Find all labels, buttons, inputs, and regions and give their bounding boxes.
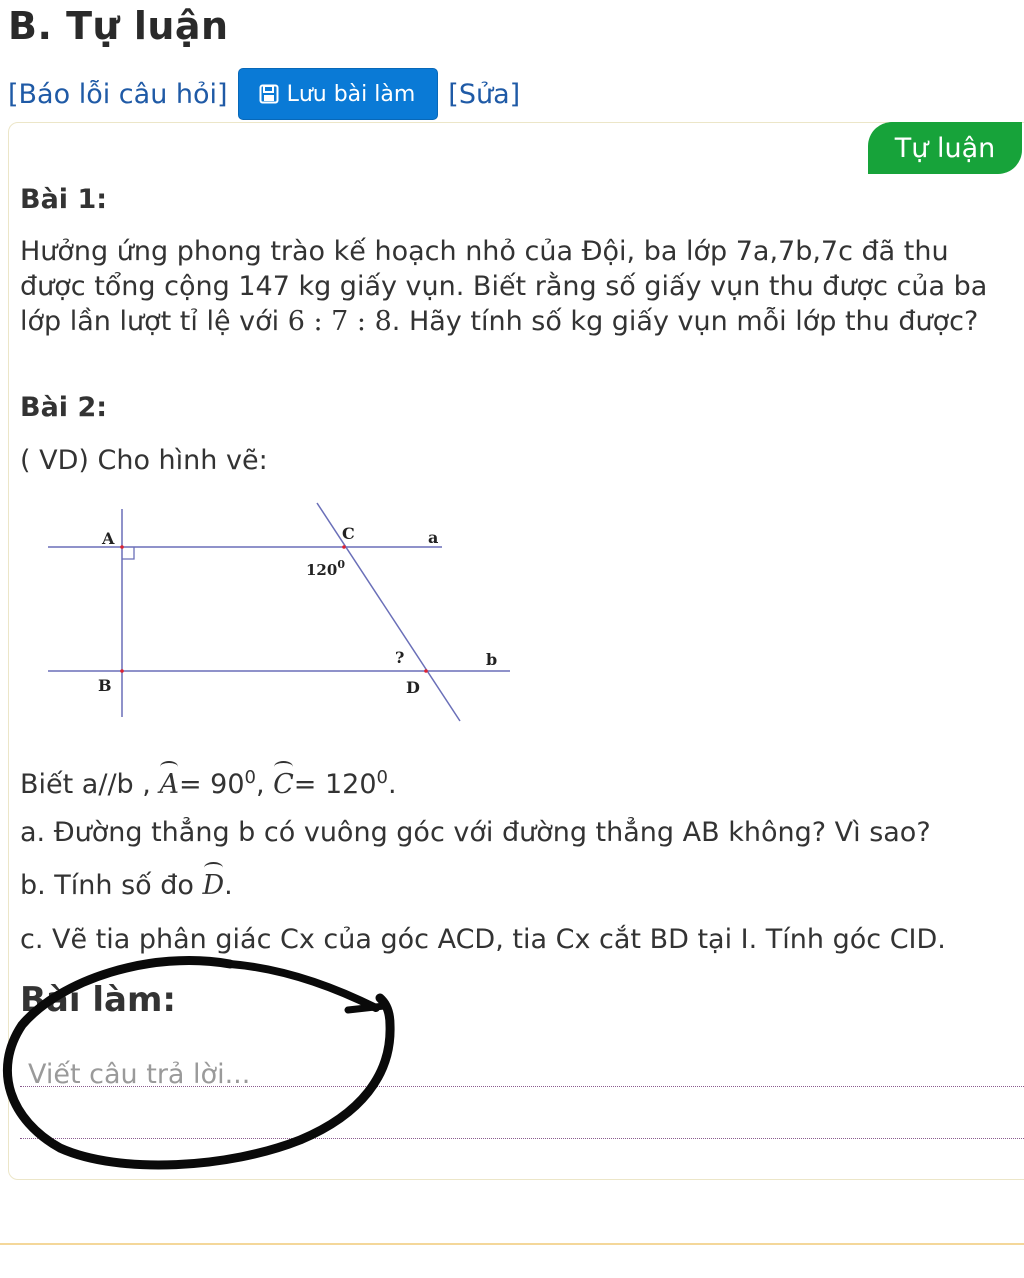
dotted-divider: [20, 1138, 1024, 1139]
angle-c-symbol: C: [273, 769, 294, 800]
dotted-divider: [20, 1086, 1024, 1087]
part-b-end: .: [224, 870, 233, 901]
question-1-text-part: . Hãy tính số kg giấy vụn mỗi lớp thu được?: [391, 306, 979, 337]
degree-sup: 0: [244, 767, 256, 788]
question-2-intro: ( VD) Cho hình vẽ:: [20, 445, 268, 476]
label-line-a: a: [428, 528, 439, 547]
bottom-divider: [0, 1243, 1024, 1245]
answer-area: [20, 1040, 1024, 1150]
angle-c-value: = 120: [293, 769, 377, 800]
point-marker: [120, 669, 124, 673]
save-answer-button[interactable]: [238, 68, 439, 120]
line-cd: [317, 503, 460, 721]
ratio-expression: 6 : 7 : 8: [287, 306, 392, 337]
given-end: .: [388, 769, 397, 800]
label-d-point: D: [406, 678, 420, 697]
given-conditions: [20, 760, 1010, 802]
given-prefix: Biết a//b ,: [20, 769, 160, 800]
point-marker: [120, 545, 124, 549]
angle-a-value: = 90: [178, 769, 245, 800]
label-c-point: C: [342, 524, 355, 543]
report-error-link[interactable]: [Báo lỗi câu hỏi]: [8, 78, 228, 110]
label-a-point: A: [102, 529, 115, 548]
question-1-text: [20, 234, 1010, 339]
label-line-b: b: [486, 650, 498, 669]
part-a: a. Đường thẳng b có vuông góc với đường thẳng AB không? Vì sao?: [20, 817, 931, 848]
answer-heading: Bài làm:: [20, 980, 176, 1020]
section-title: B. Tự luận: [8, 4, 229, 48]
angle-label: $120^0$: [306, 558, 345, 579]
point-marker: [424, 669, 428, 673]
degree-sup: 0: [376, 767, 388, 788]
unknown-angle-label: ?: [395, 648, 405, 667]
angle-a-symbol: A: [159, 769, 179, 800]
question-1-text-part: Hưởng ứng phong trào kế hoạch nhỏ của Đội, ba lớp 7a,7b,7c đã thu được tổng cộng 147 kg giấy vụn. Biết rằng số giấy vụn thu được của ba lớp lần lượt tỉ lệ với: [20, 236, 988, 337]
save-icon: [259, 84, 279, 104]
given-separator: ,: [255, 769, 274, 800]
label-b-point: B: [98, 676, 112, 695]
question-2-title: Bài 2:: [20, 392, 108, 423]
part-b-text: b. Tính số đo: [20, 870, 203, 901]
point-marker: [342, 545, 346, 549]
question-type-badge: Tự luận: [868, 122, 1022, 174]
question-1-title: Bài 1:: [20, 184, 108, 215]
action-bar: [8, 68, 520, 120]
geometry-figure: [40, 495, 520, 725]
angle-d-symbol: D: [202, 870, 225, 901]
right-angle-mark: [122, 547, 134, 559]
edit-link[interactable]: [Sửa]: [448, 78, 521, 110]
part-b: [20, 868, 1010, 903]
save-answer-label: Lưu bài làm: [286, 81, 416, 107]
part-c: c. Vẽ tia phân giác Cx của góc ACD, tia Cx cắt BD tại I. Tính góc CID.: [20, 924, 946, 955]
